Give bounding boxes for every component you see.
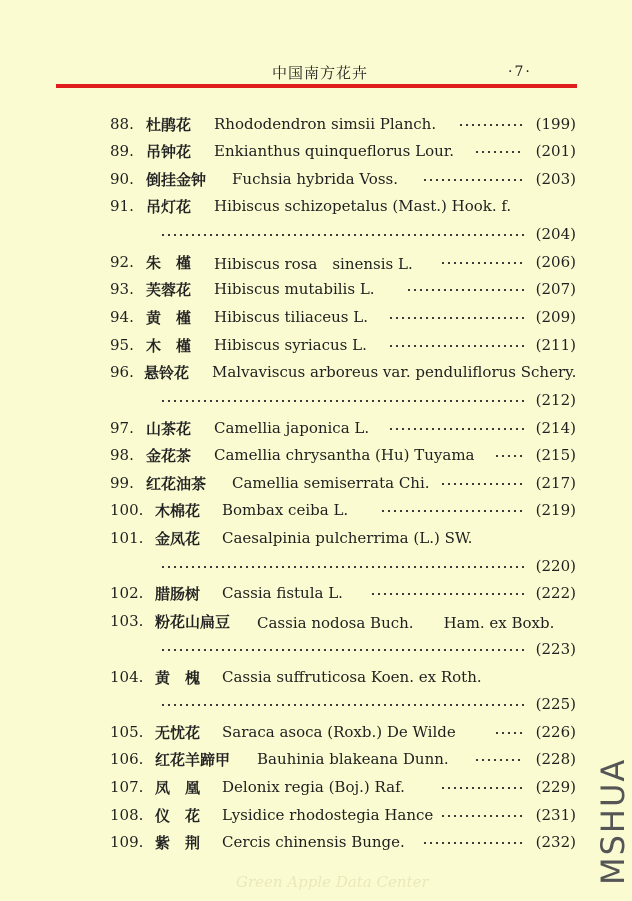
toc-entry	[0, 612, 632, 632]
entry-page: (223)	[535, 640, 576, 658]
entry-page: (229)	[535, 778, 576, 796]
leader-dots	[388, 345, 524, 347]
entry-latin-name: Delonix regia (Boj.) Raf.	[222, 778, 405, 796]
leader-dots	[440, 787, 524, 789]
entry-chinese-name: 红花油茶	[146, 475, 207, 493]
entry-page: (225)	[535, 695, 576, 713]
leader-dots	[388, 428, 524, 430]
entry-chinese-name: 芙蓉花	[146, 281, 192, 299]
toc-entry-continuation	[0, 225, 632, 245]
entry-latin-name: Fuchsia hybrida Voss.	[232, 170, 399, 188]
toc-entry-continuation	[0, 640, 632, 660]
entry-page: (207)	[535, 280, 576, 298]
entry-latin-name: Camellia semiserrata Chi.	[232, 474, 430, 492]
toc-entry	[0, 142, 632, 162]
toc-entry	[0, 419, 632, 439]
entry-number: 109.	[110, 833, 144, 851]
page-number: ·7·	[508, 64, 532, 80]
entry-latin-name: Camellia japonica L.	[214, 419, 370, 437]
entry-chinese-name: 悬铃花	[144, 364, 190, 382]
toc-entry	[0, 833, 632, 853]
toc-entry	[0, 336, 632, 356]
entry-number: 107.	[110, 778, 144, 796]
toc-entry	[0, 363, 632, 383]
entry-page: (201)	[535, 142, 576, 160]
side-watermark: MSHUA	[594, 757, 632, 885]
entry-page: (231)	[535, 806, 576, 824]
leader-dots	[458, 124, 524, 126]
leader-dots	[388, 317, 524, 319]
watermark: Green Apple Data Center	[236, 873, 429, 891]
toc-entry	[0, 778, 632, 798]
entry-latin-name: Hibiscus tiliaceus L.	[214, 308, 368, 326]
entry-number: 96.	[110, 363, 134, 381]
leader-dots	[160, 400, 528, 402]
entry-chinese-name: 凤 凰	[155, 779, 201, 797]
leader-dots	[494, 455, 524, 457]
entry-latin-name: Saraca asoca (Roxb.) De Wilde	[222, 723, 456, 741]
entry-chinese-name: 无忧花	[155, 724, 201, 742]
entry-chinese-name: 仪 花	[155, 807, 201, 825]
leader-dots	[494, 732, 524, 734]
entry-latin-name: Caesalpinia pulcherrima (L.) SW.	[222, 529, 473, 547]
entry-chinese-name: 黄 槿	[146, 309, 192, 327]
leader-dots	[406, 289, 524, 291]
entry-page: (206)	[535, 253, 576, 271]
entry-latin-name: Cassia suffruticosa Koen. ex Roth.	[222, 668, 482, 686]
entry-number: 88.	[110, 115, 134, 133]
entry-number: 94.	[110, 308, 134, 326]
entry-latin-name: Malvaviscus arboreus var. penduliflorus Schery.	[212, 363, 577, 381]
entry-page: (209)	[535, 308, 576, 326]
entry-latin-name: Lysidice rhodostegia Hance	[222, 806, 434, 824]
entry-latin-name: Hibiscus mutabilis L.	[214, 280, 375, 298]
entry-page: (219)	[535, 501, 576, 519]
entry-number: 103.	[110, 612, 144, 630]
entry-latin-name: Hibiscus rosa sinensis L.	[214, 255, 413, 273]
toc-entry	[0, 501, 632, 521]
entry-latin-name: Cassia fistula L.	[222, 584, 343, 602]
entry-chinese-name: 金花茶	[146, 447, 192, 465]
entry-page: (211)	[535, 336, 576, 354]
entry-chinese-name: 粉花山扁豆	[155, 613, 231, 631]
leader-dots	[160, 234, 528, 236]
entry-chinese-name: 金凤花	[155, 530, 201, 548]
toc-entry	[0, 723, 632, 743]
entry-latin-name: Hibiscus schizopetalus (Mast.) Hook. f.	[214, 197, 512, 215]
entry-number: 99.	[110, 474, 134, 492]
entry-number: 106.	[110, 750, 144, 768]
entry-number: 97.	[110, 419, 134, 437]
entry-chinese-name: 山茶花	[146, 420, 192, 438]
entry-number: 92.	[110, 253, 134, 271]
leader-dots	[440, 483, 524, 485]
entry-number: 95.	[110, 336, 134, 354]
entry-latin-name: Bombax ceiba L.	[222, 501, 349, 519]
entry-chinese-name: 吊灯花	[146, 198, 192, 216]
leader-dots	[474, 151, 524, 153]
toc-entry	[0, 253, 632, 273]
leader-dots	[440, 262, 524, 264]
leader-dots	[440, 815, 524, 817]
entry-page: (212)	[535, 391, 576, 409]
entry-chinese-name: 朱 槿	[146, 254, 192, 272]
entry-chinese-name: 红花羊蹄甲	[155, 751, 231, 769]
leader-dots	[380, 510, 524, 512]
toc-entry-continuation	[0, 695, 632, 715]
toc-entry	[0, 474, 632, 494]
entry-number: 98.	[110, 446, 134, 464]
book-title: 中国南方花卉	[272, 64, 369, 82]
entry-number: 89.	[110, 142, 134, 160]
toc-entry-continuation	[0, 557, 632, 577]
leader-dots	[160, 566, 528, 568]
toc-entry	[0, 308, 632, 328]
toc-entry	[0, 170, 632, 190]
entry-number: 91.	[110, 197, 134, 215]
leader-dots	[370, 593, 524, 595]
toc-entry	[0, 446, 632, 466]
entry-number: 105.	[110, 723, 144, 741]
entry-page: (199)	[535, 115, 576, 133]
entry-page: (214)	[535, 419, 576, 437]
entry-page: (203)	[535, 170, 576, 188]
entry-latin-name: Hibiscus syriacus L.	[214, 336, 367, 354]
entry-number: 93.	[110, 280, 134, 298]
leader-dots	[160, 649, 528, 651]
entry-latin-name: Cercis chinensis Bunge.	[222, 833, 405, 851]
leader-dots	[160, 704, 528, 706]
entry-number: 104.	[110, 668, 144, 686]
entry-page: (217)	[535, 474, 576, 492]
entry-page: (220)	[535, 557, 576, 575]
entry-latin-name: Rhododendron simsii Planch.	[214, 115, 437, 133]
toc-entry	[0, 280, 632, 300]
entry-chinese-name: 腊肠树	[155, 585, 201, 603]
entry-page: (226)	[535, 723, 576, 741]
toc-entry	[0, 584, 632, 604]
entry-chinese-name: 木棉花	[155, 502, 201, 520]
entry-page: (215)	[535, 446, 576, 464]
entry-page: (228)	[535, 750, 576, 768]
entry-page: (222)	[535, 584, 576, 602]
leader-dots	[474, 759, 524, 761]
leader-dots	[422, 842, 524, 844]
entry-page: (232)	[535, 833, 576, 851]
entry-latin-name: Camellia chrysantha (Hu) Tuyama	[214, 446, 475, 464]
toc-entry	[0, 197, 632, 217]
entry-latin-name: Bauhinia blakeana Dunn.	[257, 750, 449, 768]
entry-number: 108.	[110, 806, 144, 824]
entry-number: 102.	[110, 584, 144, 602]
leader-dots	[422, 179, 524, 181]
toc-entry	[0, 529, 632, 549]
entry-number: 101.	[110, 529, 144, 547]
toc-entry	[0, 750, 632, 770]
entry-chinese-name: 倒挂金钟	[146, 171, 207, 189]
toc-entry-continuation	[0, 391, 632, 411]
entry-chinese-name: 木 槿	[146, 337, 192, 355]
entry-latin-name: Enkianthus quinqueflorus Lour.	[214, 142, 455, 160]
toc-entry	[0, 806, 632, 826]
toc-entry	[0, 115, 632, 135]
toc-entry	[0, 668, 632, 688]
entry-number: 90.	[110, 170, 134, 188]
entry-chinese-name: 吊钟花	[146, 143, 192, 161]
entry-chinese-name: 紫 荆	[155, 834, 201, 852]
entry-chinese-name: 杜鹃花	[146, 116, 192, 134]
entry-latin-name: Cassia nodosa Buch. Ham. ex Boxb.	[257, 614, 555, 632]
entry-number: 100.	[110, 501, 144, 519]
entry-chinese-name: 黄 槐	[155, 669, 201, 687]
entry-page: (204)	[535, 225, 576, 243]
